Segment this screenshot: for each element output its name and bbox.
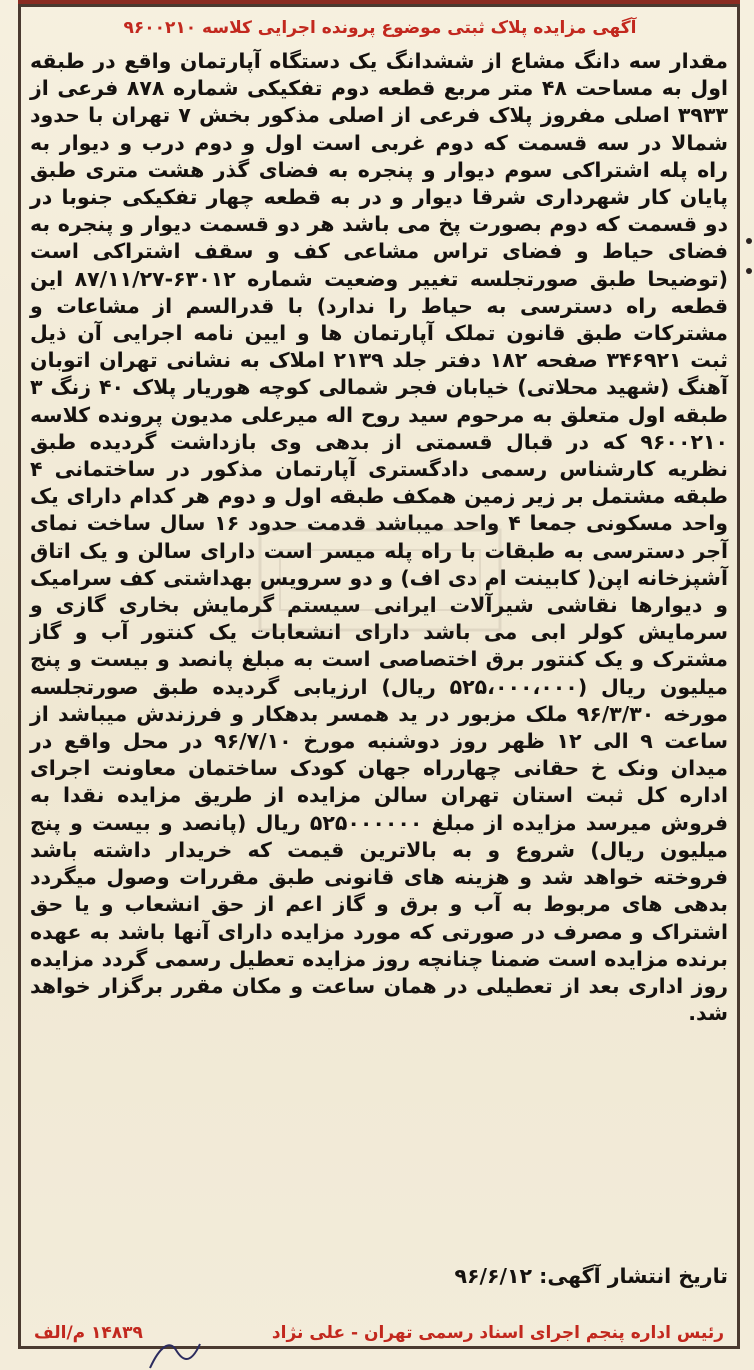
edge-dot (746, 268, 752, 274)
pen-scribble-icon (140, 1336, 230, 1370)
signature-line: رئیس اداره پنجم اجرای اسناد رسمی تهران - علی نژاد (271, 1323, 724, 1343)
publish-date: تاریخ انتشار آگهی: ۹۶/۶/۱۲ (454, 1264, 728, 1288)
edge-dot (746, 238, 752, 244)
notice-headline: آگهی مزایده پلاک ثبتی موضوع پرونده اجرایی کلاسه ۹۶۰۰۲۱۰ (123, 18, 637, 38)
faded-watermark-icon (250, 520, 510, 640)
notice-footer (30, 1318, 728, 1348)
notice-paragraph: مقدار سه دانگ مشاع از ششدانگ یک دستگاه آپارتمان واقع در طبقه اول به مساحت ۴۸ متر مربع قطعه دوم تفکیکی شماره ۸۷۸ فرعی از ۳۹۳۳ اصلی مفروز پلاک فرعی از اصلی مذکور بخش ۷ تهران با حدود شمالا در سه قسمت که دوم غربی است اول و دوم درب و دیوار به راه پله اشتراکی سوم دیوار و پنجره به فضای گذر هشت متری طبق پایان کار شهرداری شرقا دیوار و در به قطعه چهار تفکیکی جنوبا در دو قسمت که دوم بصورت پخ می باشد هر دو قسمت دیوار و پنجره به فضای حیاط و فضای تراس مشاعی کف و سقف اشتراکی است (توضیحا طبق صورتجلسه تغییر وضعیت شماره ۶۳۰۱۲-۸۷/۱۱/۲۷ این قطعه راه دسترسی به حیاط را ندارد) با قدرالسم از مشاعات و مشترکات طبق قانون تملک آپارتمان ها و ایین نامه اجرایی آن ذیل ثبت ۳۴۶۹۲۱ صفحه ۱۸۲ دفتر جلد ۲۱۳۹ املاک به نشانی تهران اتوبان آهنگ (شهید محلاتی) خیابان فجر شمالی کوچه هوریار پلاک ۴۰ زنگ ۳ طبقه اول متعلق به مرحوم سید روح اله میرعلی مدیون پرونده کلاسه ۹۶۰۰۲۱۰ که در قبال قسمتی از بدهی وی بازداشت گردیده طبق نظریه کارشناس رسمی دادگستری آپارتمان مذکور در ساختمانی ۴ طبقه مشتمل بر زیر زمین همکف طبقه اول و دوم هر کدام دارای یک واحد مسکونی جمعا ۴ واحد میباشد قدمت حدود ۱۶ سال ساخت نمای آجر دسترسی به طبقات با راه پله میسر است دارای سالن و یک اتاق آشپزخانه اپن( کابینت ام دی اف) و دو سرویس بهداشتی کف سرامیک و دیوارها نقاشی شیرآلات ایرانی سیستم گرمایش بخاری گازی و سرمایش کولر ابی می باشد دارای انشعابات یک کنتور آب و گاز مشترک و یک کنتور برق اختصاصی است به مبلغ پانصد و بیست و پنج میلیون ریال (۵۲۵،۰۰۰،۰۰۰ ریال) ارزیابی گردیده طبق صورتجلسه مورخه ۹۶/۳/۳۰ ملک مزبور در ید همسر بدهکار و فرزندش میباشد از ساعت ۹ الی ۱۲ ظهر روز دوشنبه مورخ ۹۶/۷/۱۰ در محل واقع در میدان ونک خ حقانی چهارراه جهان کودک ساختمان معاونت اجرای اداره کل ثبت استان تهران سالن مزایده از طریق مزایده نقدا به فروش میرسد مزایده از مبلغ ۵۲۵۰۰۰۰۰۰ ریال (پانصد و بیست و پنج میلیون ریال) شروع و به بالاترین قیمت که خریدار داشته باشد فروخته خواهد شد و هزینه های قانونی طبق مقررات وصول میگردد بدهی های مربوط به آب و برق و گاز اعم از حق انشعاب و یا حق اشتراک و مصرف در صورتی که مورد مزایده دارای آنها باشد به عهده برنده مزایده است ضمنا چنانچه روز مزایده تعطیل رسمی گردد مزایده روز اداری بعد از تعطیلی در همان ساعت و مکان مقرر برگزار خواهد شد. (30, 49, 729, 1026)
reference-code: ۱۴۸۳۹ م/الف (34, 1323, 143, 1343)
